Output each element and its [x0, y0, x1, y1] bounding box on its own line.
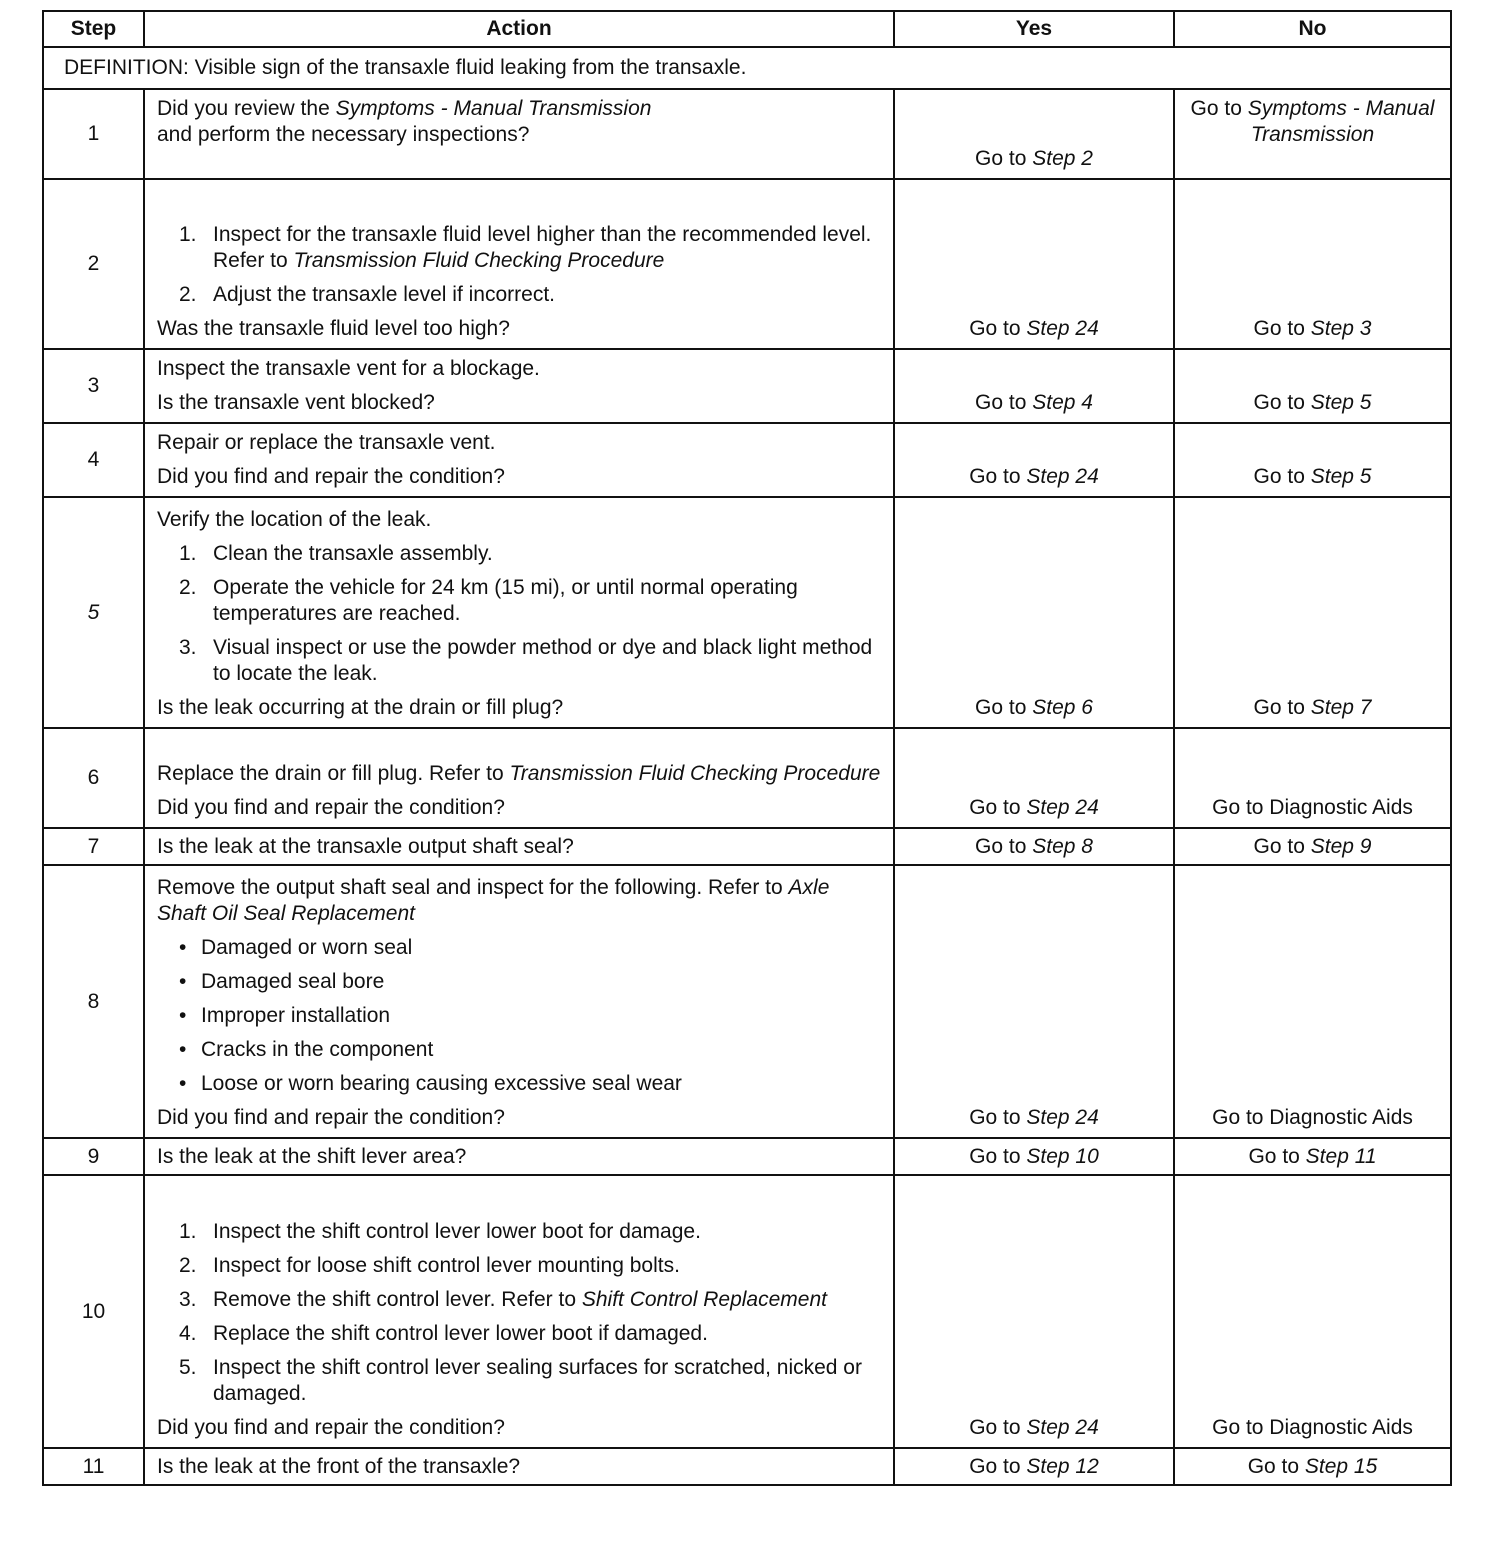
- no-link[interactable]: Step 9: [1310, 835, 1372, 858]
- numbered-item: 4. Replace the shift control lever lower boot if damaged.: [179, 1322, 708, 1345]
- bullet-item: • Cracks in the component: [157, 1037, 883, 1063]
- yes-cell: Go to Step 12: [894, 1448, 1174, 1485]
- yes-link[interactable]: Step 24: [1026, 1416, 1099, 1439]
- step-number: 4: [43, 423, 144, 497]
- yes-link[interactable]: Step 8: [1032, 835, 1093, 858]
- bullet-item: • Loose or worn bearing causing excessive seal wear: [157, 1071, 883, 1097]
- action-reference: Symptoms - Manual Transmission: [335, 97, 652, 120]
- action-question: Did you find and repair the condition?: [157, 1106, 505, 1129]
- action-cell: [144, 865, 894, 1138]
- numbered-item: 2. Operate the vehicle for 24 km (15 mi), or until normal operating temperatures are reached.: [179, 576, 798, 625]
- table-row: [43, 1448, 1451, 1485]
- action-reference: Transmission Fluid Checking Procedure: [509, 762, 881, 785]
- no-prefix: Go to: [1190, 97, 1248, 120]
- yes-cell: Go to Step 6: [894, 497, 1174, 728]
- action-question: Did you find and repair the condition?: [157, 1416, 505, 1439]
- action-question: Did you find and repair the condition?: [157, 796, 505, 819]
- no-link[interactable]: Go to Diagnostic Aids: [1174, 1175, 1451, 1448]
- yes-cell: Go to Step 24: [894, 179, 1174, 349]
- yes-link[interactable]: Step 2: [1032, 147, 1093, 170]
- table-row: [43, 728, 1451, 828]
- action-question: Is the leak at the shift lever area?: [144, 1138, 894, 1175]
- header-step: Step: [43, 11, 144, 47]
- action-reference: Axle Shaft Oil Seal Replacement: [157, 876, 830, 925]
- action-cell: [144, 728, 894, 828]
- step-number: 7: [43, 828, 144, 865]
- numbered-item: 1. Inspect for the transaxle fluid level higher than the recommended level. Refer to Transmission Fluid Checking Procedure: [179, 223, 872, 272]
- action-intro: Replace the drain or fill plug. Refer to: [157, 762, 510, 785]
- table-row: [43, 497, 1451, 728]
- table-row: [43, 349, 1451, 423]
- step-number: 11: [43, 1448, 144, 1485]
- no-link[interactable]: Step 5: [1310, 391, 1372, 414]
- no-cell: Go to Step 9: [1174, 828, 1451, 865]
- step-number: 2: [43, 179, 144, 349]
- bullet-item: • Damaged or worn seal: [157, 935, 883, 961]
- step-number: 8: [43, 865, 144, 1138]
- action-cell: [144, 89, 894, 179]
- action-cell: [144, 179, 894, 349]
- step-number: 10: [43, 1175, 144, 1448]
- header-no: No: [1174, 11, 1451, 47]
- table-row: [43, 828, 1451, 865]
- no-link[interactable]: Step 11: [1305, 1145, 1377, 1168]
- numbered-item: 2. Inspect for loose shift control lever mounting bolts.: [179, 1254, 680, 1277]
- action-question: Is the leak occurring at the drain or fill plug?: [157, 696, 564, 719]
- yes-link[interactable]: Step 12: [1026, 1455, 1099, 1478]
- yes-link[interactable]: Step 24: [1026, 317, 1099, 340]
- no-cell: Go to Step 11: [1174, 1138, 1451, 1175]
- numbered-item: 3. Remove the shift control lever. Refer to Shift Control Replacement: [179, 1288, 827, 1311]
- yes-cell: Go to Step 10: [894, 1138, 1174, 1175]
- yes-link[interactable]: Step 24: [1026, 465, 1099, 488]
- no-link[interactable]: Go to Diagnostic Aids: [1174, 865, 1451, 1138]
- table-row: [43, 1175, 1451, 1448]
- no-link[interactable]: Symptoms - Manual Transmission: [1247, 97, 1435, 146]
- action-question: Is the leak at the transaxle output shaft seal?: [144, 828, 894, 865]
- definition-row: [43, 47, 1451, 89]
- step-number: 1: [43, 89, 144, 179]
- action-question: Was the transaxle fluid level too high?: [157, 317, 510, 340]
- action-question: and perform the necessary inspections?: [157, 123, 530, 146]
- table-row: [43, 1138, 1451, 1175]
- yes-cell: Go to Step 4: [894, 349, 1174, 423]
- step-number: 5: [43, 497, 144, 728]
- yes-cell: Go to Step 24: [894, 865, 1174, 1138]
- yes-prefix: Go to: [975, 147, 1033, 170]
- no-link[interactable]: Step 15: [1304, 1455, 1378, 1478]
- no-cell: Go to Step 5: [1174, 423, 1451, 497]
- table-row: [43, 423, 1451, 497]
- step-number: 9: [43, 1138, 144, 1175]
- no-cell: [1174, 89, 1451, 179]
- no-cell: Go to Step 7: [1174, 497, 1451, 728]
- table-row: [43, 865, 1451, 1138]
- step-number: 6: [43, 728, 144, 828]
- numbered-item: 5. Inspect the shift control lever sealing surfaces for scratched, nicked or damaged.: [179, 1356, 862, 1405]
- yes-link[interactable]: Step 6: [1032, 696, 1093, 719]
- no-link[interactable]: Step 5: [1310, 465, 1372, 488]
- step-number: 3: [43, 349, 144, 423]
- bullet-item: • Improper installation: [157, 1003, 883, 1029]
- action-intro: Repair or replace the transaxle vent.: [157, 431, 496, 454]
- table-row: [43, 89, 1451, 179]
- no-link[interactable]: Go to Diagnostic Aids: [1174, 728, 1451, 828]
- diagnostic-table: [42, 10, 1452, 1486]
- no-cell: Go to Step 15: [1174, 1448, 1451, 1485]
- action-intro: Inspect the transaxle vent for a blockage.: [157, 357, 540, 380]
- yes-cell: Go to Step 8: [894, 828, 1174, 865]
- action-cell: [144, 423, 894, 497]
- yes-link[interactable]: Step 4: [1032, 391, 1093, 414]
- action-question: Is the transaxle vent blocked?: [157, 391, 435, 414]
- yes-cell: Go to Step 24: [894, 728, 1174, 828]
- header-action: Action: [144, 11, 894, 47]
- action-reference: Shift Control Replacement: [581, 1288, 827, 1311]
- no-cell: Go to Step 5: [1174, 349, 1451, 423]
- action-question: Is the leak at the front of the transaxle?: [144, 1448, 894, 1485]
- bullet-item: • Damaged seal bore: [157, 969, 883, 995]
- yes-cell: Go to Step 24: [894, 423, 1174, 497]
- action-reference: Transmission Fluid Checking Procedure: [293, 249, 665, 272]
- numbered-item: 1. Clean the transaxle assembly.: [179, 542, 493, 565]
- no-link[interactable]: Step 3: [1310, 317, 1372, 340]
- header-row: [43, 11, 1451, 47]
- action-cell: [144, 497, 894, 728]
- no-link[interactable]: Step 7: [1310, 696, 1372, 719]
- no-cell: Go to Step 3: [1174, 179, 1451, 349]
- action-question: Did you find and repair the condition?: [157, 465, 505, 488]
- action-text: Did you review the: [157, 97, 336, 120]
- action-intro: Verify the location of the leak.: [157, 508, 432, 531]
- action-cell: [144, 1175, 894, 1448]
- header-yes: Yes: [894, 11, 1174, 47]
- yes-link[interactable]: Step 10: [1026, 1145, 1099, 1168]
- numbered-item: 1. Inspect the shift control lever lower boot for damage.: [179, 1220, 701, 1243]
- yes-link[interactable]: Step 24: [1026, 796, 1099, 819]
- numbered-item: 2. Adjust the transaxle level if incorrect.: [179, 283, 555, 306]
- definition-text: DEFINITION: Visible sign of the transaxle fluid leaking from the transaxle.: [43, 47, 1451, 89]
- yes-cell: [894, 89, 1174, 179]
- action-intro: Remove the output shaft seal and inspect for the following. Refer to: [157, 876, 789, 899]
- numbered-item: 3. Visual inspect or use the powder method or dye and black light method to locate the leak.: [179, 636, 873, 685]
- table-row: [43, 179, 1451, 349]
- yes-link[interactable]: Step 24: [1026, 1106, 1099, 1129]
- yes-cell: Go to Step 24: [894, 1175, 1174, 1448]
- action-cell: [144, 349, 894, 423]
